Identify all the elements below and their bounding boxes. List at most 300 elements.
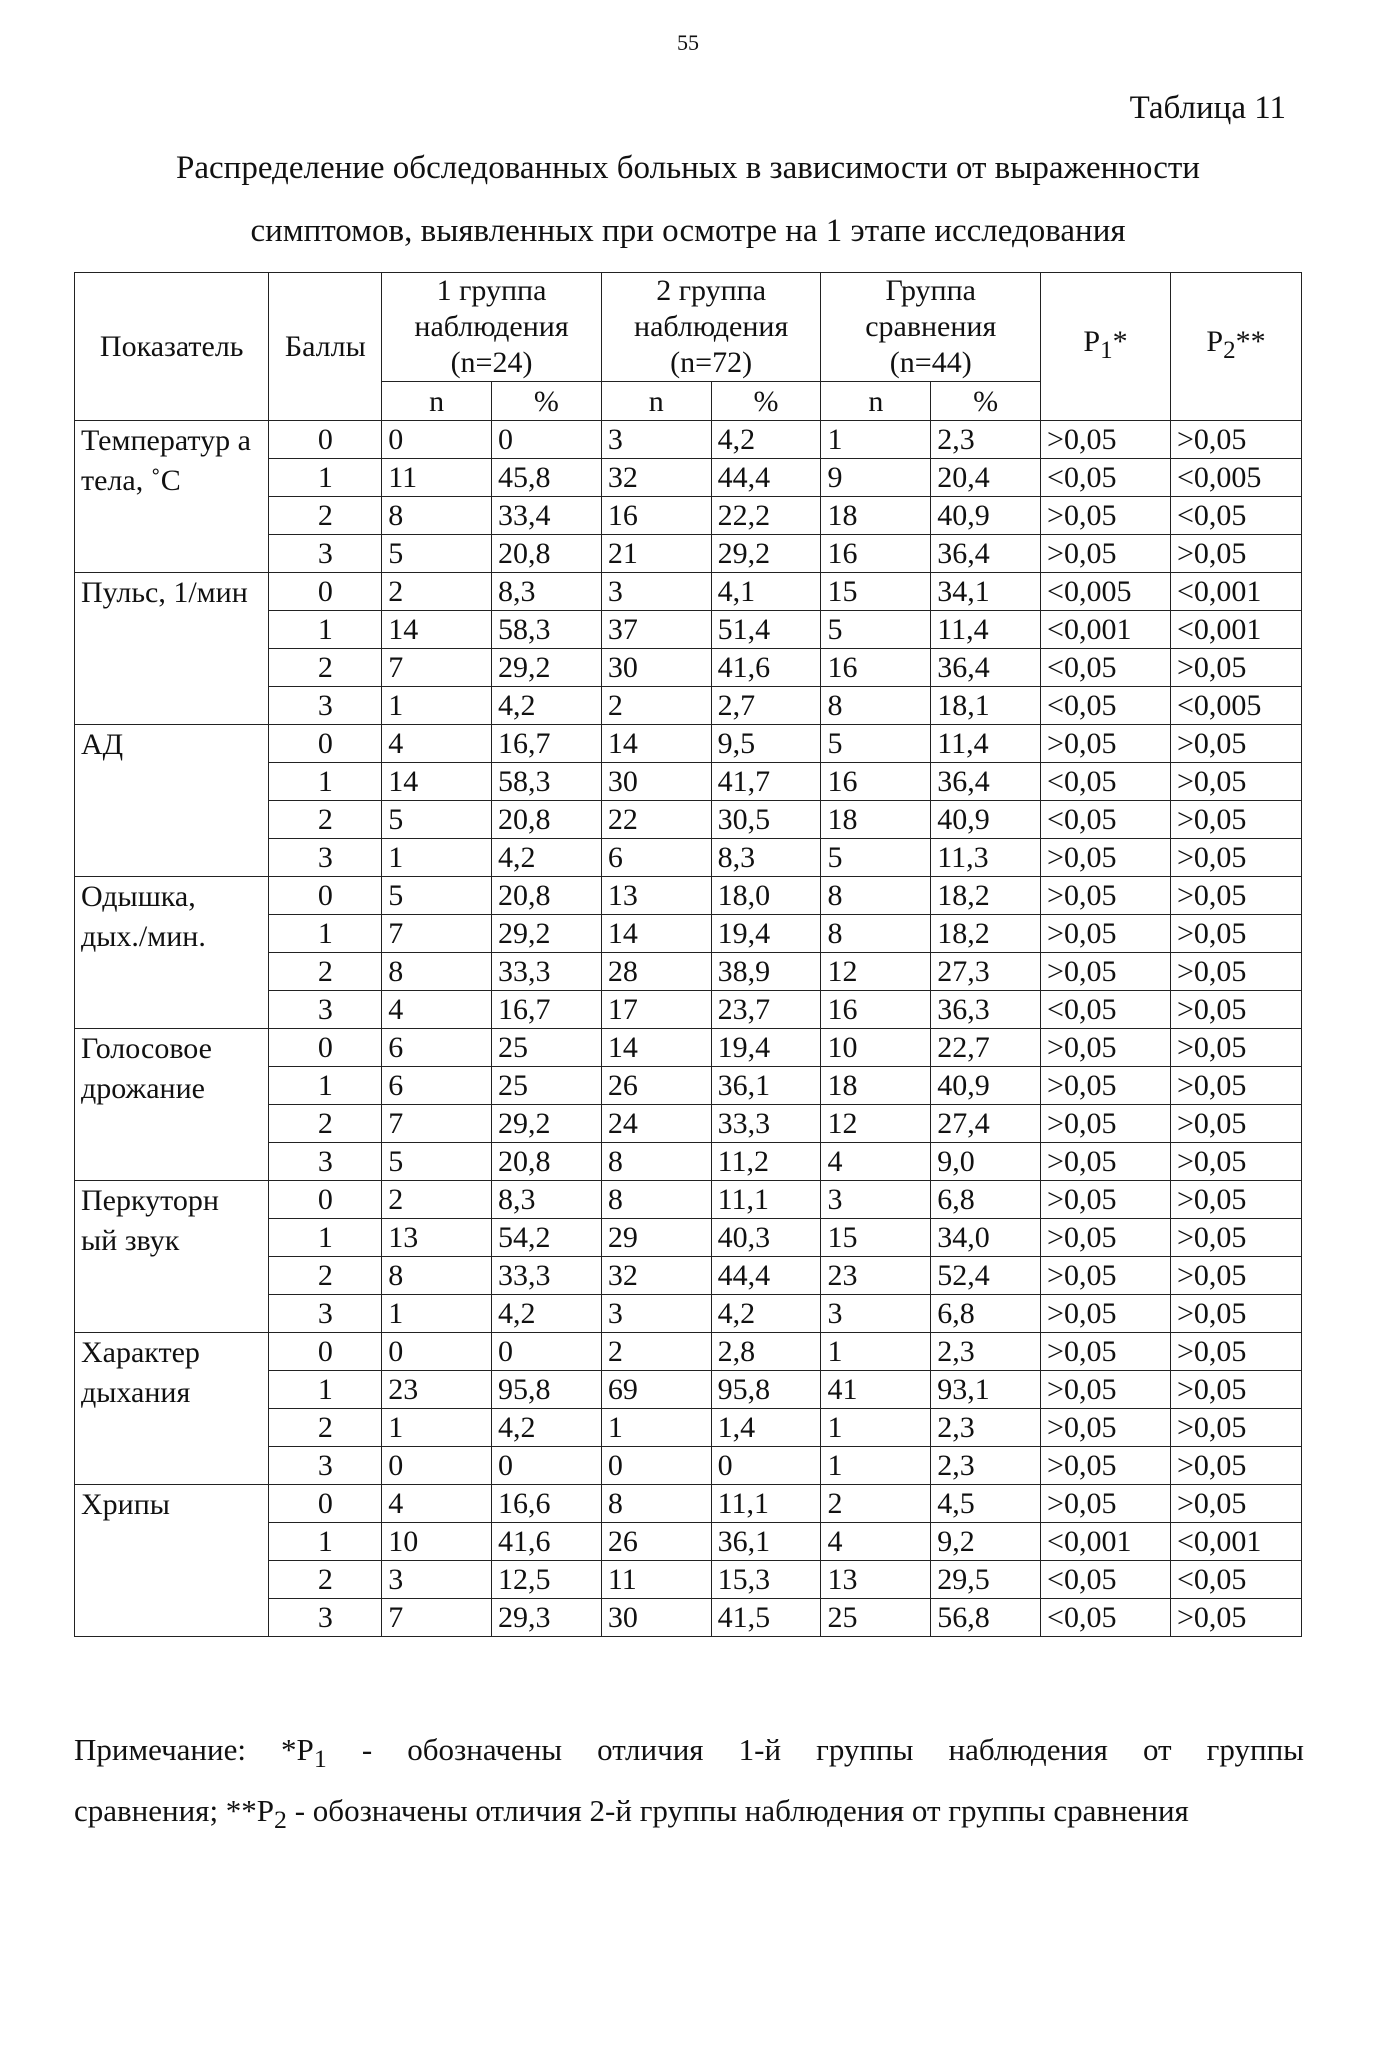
table-cell: >0,05 (1170, 839, 1301, 877)
header-group-1 (382, 273, 602, 382)
table-cell: 7 (382, 649, 492, 687)
table-cell: <0,001 (1170, 611, 1301, 649)
table-cell: 4,5 (931, 1485, 1041, 1523)
table-caption-line-2: симптомов, выявленных при осмотре на 1 этапе исследования (250, 213, 1126, 249)
table-cell: >0,05 (1170, 915, 1301, 953)
table-row (75, 1333, 1302, 1371)
table-cell: 0 (269, 725, 382, 763)
table-cell: 11,4 (931, 611, 1041, 649)
table-cell: 30 (601, 649, 711, 687)
table-cell: >0,05 (1041, 1371, 1171, 1409)
table-cell: 4,2 (711, 421, 821, 459)
table-cell: 5 (821, 725, 931, 763)
table-cell: 2 (269, 497, 382, 535)
header-g1-n: n (382, 382, 492, 421)
table-cell: 40,9 (931, 1067, 1041, 1105)
table-cell: <0,05 (1170, 497, 1301, 535)
table-cell: 16,7 (492, 991, 602, 1029)
table-cell: 23 (821, 1257, 931, 1295)
table-cell: 5 (821, 839, 931, 877)
table-cell: 2,3 (931, 1333, 1041, 1371)
table-cell: 95,8 (711, 1371, 821, 1409)
table-cell: 3 (601, 573, 711, 611)
table-cell: 0 (382, 421, 492, 459)
table-cell: 6 (382, 1029, 492, 1067)
table-cell: 18 (821, 1067, 931, 1105)
table-cell: 16 (821, 763, 931, 801)
symptom-distribution-table (74, 272, 1302, 1637)
table-cell: 20,8 (492, 535, 602, 573)
table-cell: >0,05 (1041, 1409, 1171, 1447)
table-cell: 20,8 (492, 801, 602, 839)
table-cell: 9,5 (711, 725, 821, 763)
header-p1-star: * (1112, 325, 1128, 358)
table-cell: >0,05 (1041, 1295, 1171, 1333)
table-cell: 23,7 (711, 991, 821, 1029)
table-cell: 18,0 (711, 877, 821, 915)
header-group-1-line-2: наблюдения (414, 310, 569, 343)
table-cell: 0 (269, 1333, 382, 1371)
table-cell: 8,3 (492, 573, 602, 611)
table-cell: 11,4 (931, 725, 1041, 763)
table-cell: 11,2 (711, 1143, 821, 1181)
header-group-2 (601, 273, 821, 382)
table-cell: 16,6 (492, 1485, 602, 1523)
table-cell: >0,05 (1041, 1029, 1171, 1067)
table-cell: 11 (601, 1561, 711, 1599)
table-cell: 14 (601, 1029, 711, 1067)
table-cell: 37 (601, 611, 711, 649)
table-cell: 2,8 (711, 1333, 821, 1371)
table-cell: >0,05 (1170, 1067, 1301, 1105)
table-cell: 3 (269, 1599, 382, 1637)
table-cell: 1 (382, 1295, 492, 1333)
header-group-2-line-1: 2 группа (656, 274, 767, 307)
table-cell: 16,7 (492, 725, 602, 763)
table-cell: 8 (382, 497, 492, 535)
table-cell: 1 (269, 611, 382, 649)
table-cell: 58,3 (492, 611, 602, 649)
table-cell: 25 (492, 1029, 602, 1067)
table-cell: 8,3 (711, 839, 821, 877)
indicator-name: Температур а тела, ˚С (75, 421, 269, 573)
table-cell: 26 (601, 1523, 711, 1561)
header-p2 (1170, 273, 1301, 421)
table-cell: 3 (269, 1447, 382, 1485)
table-cell: >0,05 (1170, 1371, 1301, 1409)
table-cell: 6,8 (931, 1181, 1041, 1219)
table-cell: 1 (601, 1409, 711, 1447)
table-cell: 17 (601, 991, 711, 1029)
table-cell: 1 (821, 1447, 931, 1485)
table-cell: 4 (382, 1485, 492, 1523)
note-1-sub: 1 (313, 1744, 327, 1774)
table-cell: 45,8 (492, 459, 602, 497)
table-cell: 22,7 (931, 1029, 1041, 1067)
table-cell: 1 (269, 915, 382, 953)
table-cell: 2 (601, 687, 711, 725)
table-cell: 29,2 (492, 915, 602, 953)
table-cell: <0,001 (1041, 1523, 1171, 1561)
table-cell: 19,4 (711, 1029, 821, 1067)
table-cell: >0,05 (1170, 1219, 1301, 1257)
table-cell: 8,3 (492, 1181, 602, 1219)
table-cell: 0 (711, 1447, 821, 1485)
table-cell: 29,2 (492, 1105, 602, 1143)
note-1-start: Примечание: *P (74, 1732, 314, 1767)
table-cell: 28 (601, 953, 711, 991)
table-cell: 4,1 (711, 573, 821, 611)
table-cell: 30 (601, 1599, 711, 1637)
table-cell: 3 (269, 687, 382, 725)
header-p2-star: ** (1235, 325, 1266, 358)
table-cell: 41,7 (711, 763, 821, 801)
table-cell: 26 (601, 1067, 711, 1105)
header-comparison-line-2: сравнения (865, 310, 997, 343)
table-cell: 0 (492, 1333, 602, 1371)
header-score: Баллы (269, 273, 382, 421)
table-cell: 0 (382, 1447, 492, 1485)
table-cell: 2,3 (931, 421, 1041, 459)
table-cell: >0,05 (1041, 1143, 1171, 1181)
table-cell: 15,3 (711, 1561, 821, 1599)
table-cell: 8 (601, 1181, 711, 1219)
table-cell: >0,05 (1170, 1599, 1301, 1637)
table-cell: 52,4 (931, 1257, 1041, 1295)
table-cell: 3 (821, 1295, 931, 1333)
table-cell: 0 (269, 573, 382, 611)
table-cell: 34,0 (931, 1219, 1041, 1257)
table-cell: <0,005 (1170, 459, 1301, 497)
header-group-2-line-3: (n=72) (670, 346, 753, 379)
table-cell: 0 (492, 1447, 602, 1485)
table-cell: 4,2 (492, 839, 602, 877)
table-cell: 32 (601, 1257, 711, 1295)
table-cell: <0,001 (1170, 573, 1301, 611)
table-cell: 2,3 (931, 1447, 1041, 1485)
table-cell: >0,05 (1170, 649, 1301, 687)
table-cell: 32 (601, 459, 711, 497)
table-cell: 3 (269, 839, 382, 877)
table-cell: 1 (269, 1523, 382, 1561)
table-cell: 6 (382, 1067, 492, 1105)
header-indicator: Показатель (75, 273, 269, 421)
table-cell: >0,05 (1041, 497, 1171, 535)
table-cell: 41,6 (492, 1523, 602, 1561)
table-cell: 21 (601, 535, 711, 573)
table-cell: 29,5 (931, 1561, 1041, 1599)
table-cell: 4 (382, 991, 492, 1029)
table-cell: 0 (601, 1447, 711, 1485)
header-g2-n: n (601, 382, 711, 421)
table-caption-line-1: Распределение обследованных больных в зависимости от выраженности (176, 150, 1200, 186)
table-cell: <0,001 (1041, 611, 1171, 649)
table-note-line-1 (74, 1732, 1304, 1774)
table-cell: >0,05 (1170, 421, 1301, 459)
table-cell: >0,05 (1041, 1105, 1171, 1143)
table-cell: 16 (821, 535, 931, 573)
table-cell: 0 (382, 1333, 492, 1371)
table-cell: 20,8 (492, 1143, 602, 1181)
table-cell: >0,05 (1170, 1143, 1301, 1181)
table-cell: 1 (269, 763, 382, 801)
table-cell: 5 (382, 877, 492, 915)
table-cell: 58,3 (492, 763, 602, 801)
table-cell: 1 (269, 459, 382, 497)
table-cell: 23 (382, 1371, 492, 1409)
table-cell: 4,2 (492, 687, 602, 725)
table-cell: 69 (601, 1371, 711, 1409)
table-cell: 0 (269, 1485, 382, 1523)
table-cell: >0,05 (1170, 763, 1301, 801)
table-cell: 0 (269, 1181, 382, 1219)
table-cell: 20,8 (492, 877, 602, 915)
table-cell: 11,3 (931, 839, 1041, 877)
table-cell: 18 (821, 801, 931, 839)
table-cell: 12 (821, 1105, 931, 1143)
table-cell: 2 (821, 1485, 931, 1523)
table-cell: 93,1 (931, 1371, 1041, 1409)
table-cell: 8 (821, 915, 931, 953)
table-row (75, 1181, 1302, 1219)
table-cell: >0,05 (1170, 991, 1301, 1029)
table-cell: 44,4 (711, 459, 821, 497)
table-cell: <0,05 (1041, 763, 1171, 801)
table-cell: >0,05 (1041, 1067, 1171, 1105)
table-cell: >0,05 (1170, 877, 1301, 915)
table-cell: 3 (269, 1143, 382, 1181)
table-cell: <0,05 (1041, 1561, 1171, 1599)
table-cell: 30 (601, 763, 711, 801)
table-cell: 4 (821, 1143, 931, 1181)
table-cell: 0 (269, 1029, 382, 1067)
header-g3-n: n (821, 382, 931, 421)
table-cell: 1 (821, 1409, 931, 1447)
table-cell: >0,05 (1041, 725, 1171, 763)
table-cell: 3 (821, 1181, 931, 1219)
table-cell: 1 (269, 1067, 382, 1105)
header-group-1-line-3: (n=24) (450, 346, 533, 379)
table-cell: 29,3 (492, 1599, 602, 1637)
table-cell: 1 (382, 687, 492, 725)
table-cell: 11,1 (711, 1181, 821, 1219)
table-cell: 2 (269, 1105, 382, 1143)
table-cell: >0,05 (1041, 1219, 1171, 1257)
table-cell: 40,9 (931, 497, 1041, 535)
table-cell: 16 (821, 991, 931, 1029)
table-cell: 41 (821, 1371, 931, 1409)
page-number: 55 (677, 30, 699, 55)
table-cell: 2,7 (711, 687, 821, 725)
table-row (75, 573, 1302, 611)
table-cell: 56,8 (931, 1599, 1041, 1637)
table-row (75, 725, 1302, 763)
table-cell: >0,05 (1170, 1295, 1301, 1333)
table-cell: 1 (382, 1409, 492, 1447)
header-group-2-line-2: наблюдения (634, 310, 789, 343)
table-cell: 14 (601, 915, 711, 953)
table-cell: 1,4 (711, 1409, 821, 1447)
table-cell: >0,05 (1170, 535, 1301, 573)
table-cell: >0,05 (1170, 953, 1301, 991)
table-cell: 2 (269, 1257, 382, 1295)
table-cell: 2 (269, 953, 382, 991)
table-cell: 14 (601, 725, 711, 763)
indicator-name: Характер дыхания (75, 1333, 269, 1485)
table-cell: 14 (382, 763, 492, 801)
table-cell: 18,2 (931, 877, 1041, 915)
table-cell: 33,4 (492, 497, 602, 535)
table-cell: 36,1 (711, 1523, 821, 1561)
table-cell: 6 (601, 839, 711, 877)
table-cell: 34,1 (931, 573, 1041, 611)
table-cell: 24 (601, 1105, 711, 1143)
table-cell: 38,9 (711, 953, 821, 991)
table-cell: >0,05 (1041, 421, 1171, 459)
table-cell: >0,05 (1041, 1485, 1171, 1523)
table-cell: 4,2 (711, 1295, 821, 1333)
header-comparison-group (821, 273, 1041, 382)
table-cell: 8 (821, 687, 931, 725)
table-cell: 6,8 (931, 1295, 1041, 1333)
table-cell: 25 (492, 1067, 602, 1105)
table-cell: 29 (601, 1219, 711, 1257)
table-cell: 2 (269, 1561, 382, 1599)
table-cell: 12,5 (492, 1561, 602, 1599)
table-cell: 3 (269, 1295, 382, 1333)
table-cell: 20,4 (931, 459, 1041, 497)
table-cell: 36,4 (931, 649, 1041, 687)
table-cell: <0,05 (1041, 801, 1171, 839)
table-cell: 0 (269, 421, 382, 459)
table-cell: <0,05 (1170, 1561, 1301, 1599)
table-cell: 10 (821, 1029, 931, 1067)
table-cell: 36,1 (711, 1067, 821, 1105)
table-cell: 14 (382, 611, 492, 649)
table-cell: 27,4 (931, 1105, 1041, 1143)
header-p1 (1041, 273, 1171, 421)
table-cell: >0,05 (1041, 535, 1171, 573)
table-cell: >0,05 (1170, 1181, 1301, 1219)
table-cell: 9 (821, 459, 931, 497)
table-cell: 11,1 (711, 1485, 821, 1523)
table-cell: >0,05 (1170, 801, 1301, 839)
table-cell: 3 (601, 1295, 711, 1333)
table-cell: <0,05 (1041, 1599, 1171, 1637)
table-cell: 5 (382, 801, 492, 839)
table-cell: 2 (269, 801, 382, 839)
header-g1-pct: % (492, 382, 602, 421)
table-cell: 13 (382, 1219, 492, 1257)
table-cell: 15 (821, 1219, 931, 1257)
header-group-1-line-1: 1 группа (436, 274, 547, 307)
table-row (75, 1029, 1302, 1067)
table-cell: 22,2 (711, 497, 821, 535)
table-cell: 44,4 (711, 1257, 821, 1295)
table-cell: 33,3 (492, 953, 602, 991)
table-cell: 16 (821, 649, 931, 687)
header-p1-sub: 1 (1100, 337, 1113, 364)
table-cell: 33,3 (492, 1257, 602, 1295)
table-cell: >0,05 (1170, 1409, 1301, 1447)
table-cell: >0,05 (1041, 839, 1171, 877)
table-cell: 1 (269, 1371, 382, 1409)
table-cell: 95,8 (492, 1371, 602, 1409)
table-cell: >0,05 (1170, 1485, 1301, 1523)
table-cell: 2 (382, 1181, 492, 1219)
table-cell: 3 (382, 1561, 492, 1599)
table-cell: <0,001 (1170, 1523, 1301, 1561)
table-cell: >0,05 (1041, 1333, 1171, 1371)
table-cell: 40,3 (711, 1219, 821, 1257)
table-cell: 40,9 (931, 801, 1041, 839)
table-cell: 9,0 (931, 1143, 1041, 1181)
note-2-sub: 2 (274, 1805, 287, 1835)
table-cell: 2 (269, 649, 382, 687)
table-cell: <0,005 (1041, 573, 1171, 611)
table-cell: 29,2 (711, 535, 821, 573)
table-cell: 27,3 (931, 953, 1041, 991)
table-cell: 15 (821, 573, 931, 611)
table-cell: 33,3 (711, 1105, 821, 1143)
table-cell: 5 (382, 535, 492, 573)
table-cell: 8 (601, 1485, 711, 1523)
table-cell: 41,5 (711, 1599, 821, 1637)
table-cell: >0,05 (1170, 1105, 1301, 1143)
header-g3-pct: % (931, 382, 1041, 421)
table-cell: 13 (821, 1561, 931, 1599)
table-cell: 1 (382, 839, 492, 877)
header-comparison-line-1: Группа (885, 274, 976, 307)
table-cell: 30,5 (711, 801, 821, 839)
note-1-rest: - обозначены отличия 1-й группы наблюдения от группы (326, 1732, 1304, 1767)
table-cell: 51,4 (711, 611, 821, 649)
table-label: Таблица 11 (1129, 90, 1286, 126)
header-p1-base: P (1083, 325, 1101, 358)
indicator-name: Хрипы (75, 1485, 269, 1637)
table-cell: 29,2 (492, 649, 602, 687)
table-cell: 4,2 (492, 1295, 602, 1333)
table-cell: <0,05 (1041, 459, 1171, 497)
table-cell: 9,2 (931, 1523, 1041, 1561)
table-cell: <0,05 (1041, 687, 1171, 725)
table-cell: >0,05 (1041, 1181, 1171, 1219)
table-cell: 2 (269, 1409, 382, 1447)
table-cell: 2 (382, 573, 492, 611)
table-cell: 19,4 (711, 915, 821, 953)
table-cell: 41,6 (711, 649, 821, 687)
table-cell: 18,2 (931, 915, 1041, 953)
table-cell: >0,05 (1041, 877, 1171, 915)
table-cell: 8 (382, 953, 492, 991)
table-cell: 22 (601, 801, 711, 839)
table-row (75, 421, 1302, 459)
table-cell: 5 (382, 1143, 492, 1181)
table-cell: 7 (382, 915, 492, 953)
table-cell: 25 (821, 1599, 931, 1637)
table-cell: 11 (382, 459, 492, 497)
table-cell: 36,4 (931, 535, 1041, 573)
table-cell: 18 (821, 497, 931, 535)
table-cell: 3 (601, 421, 711, 459)
table-cell: >0,05 (1170, 1029, 1301, 1067)
table-cell: >0,05 (1041, 953, 1171, 991)
table-cell: <0,005 (1170, 687, 1301, 725)
table-cell: 18,1 (931, 687, 1041, 725)
table-cell: 3 (269, 535, 382, 573)
table-cell: >0,05 (1170, 1447, 1301, 1485)
table-cell: 1 (821, 421, 931, 459)
